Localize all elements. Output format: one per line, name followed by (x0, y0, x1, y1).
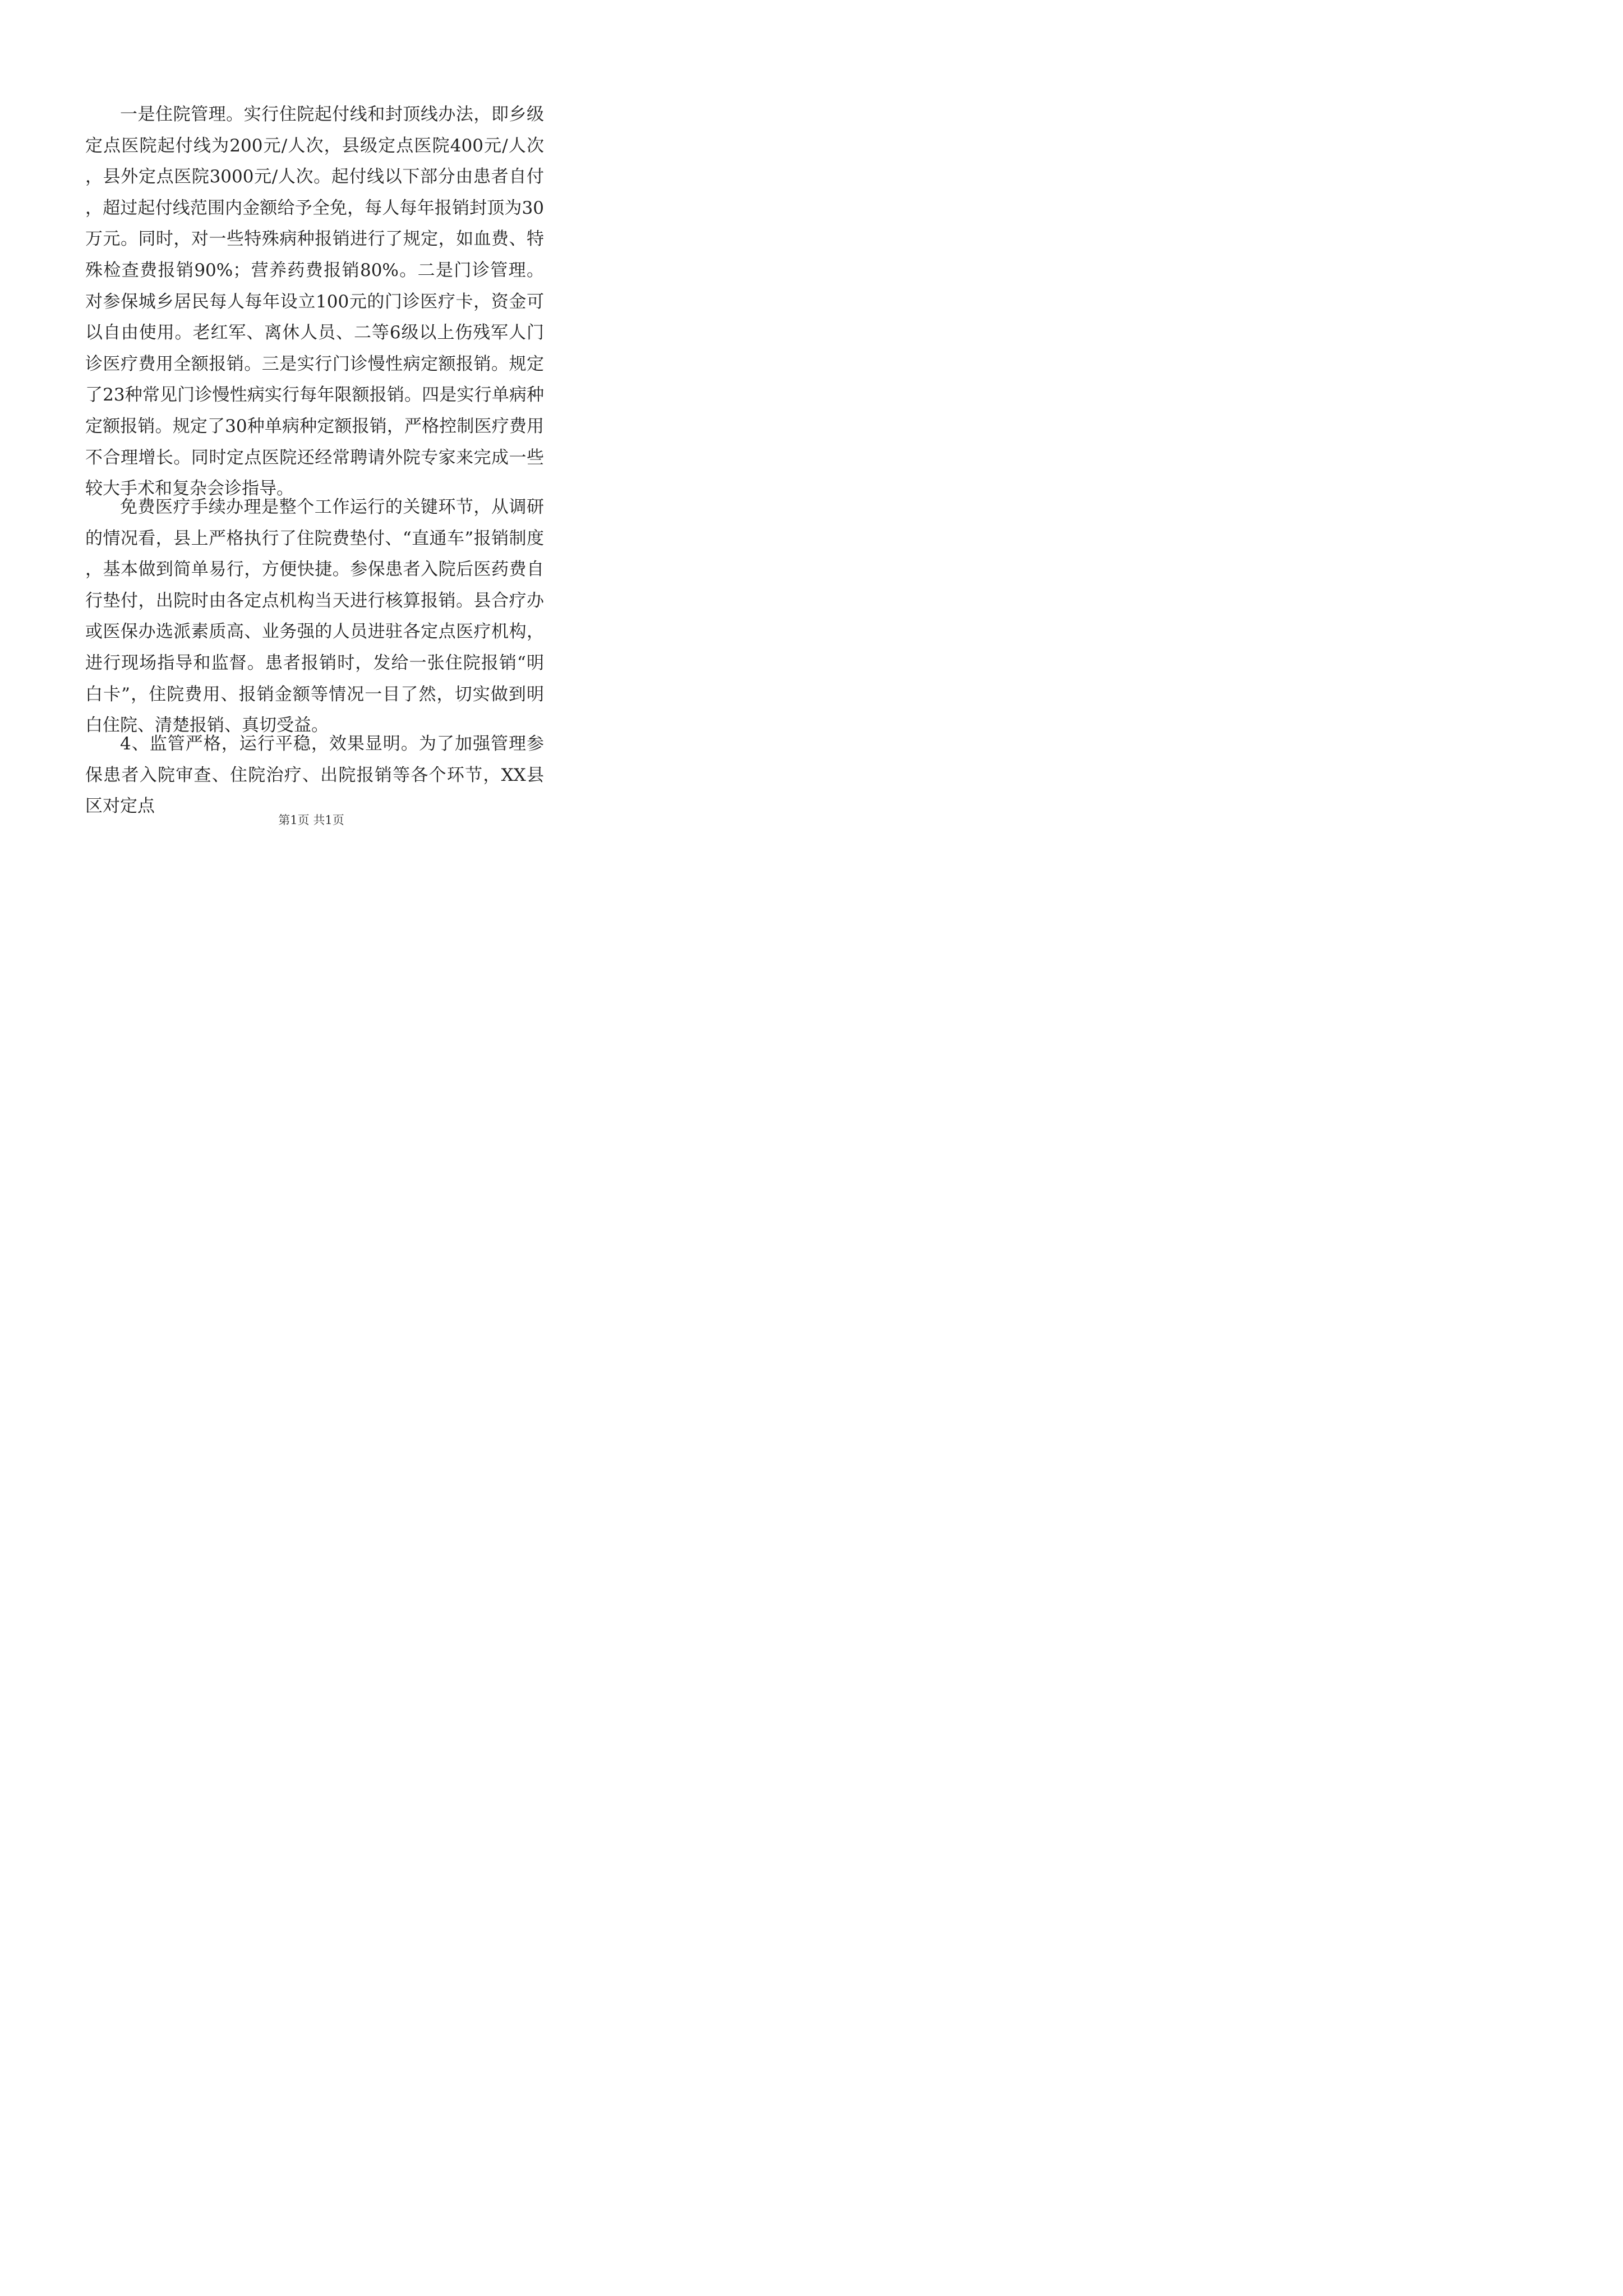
page-footer: 第1页 共1页 (278, 813, 344, 827)
paragraph-free-medical-procedures: 免费医疗手续办理是整个工作运行的关键环节，从调研的情况看，县上严格执行了住院费垫付、“直通车”报销制度，基本做到简单易行，方便快捷。参保患者入院后医药费自行垫付，出院时由各定点机构当天进行核算报销。县合疗办或医保办选派素质高、业务强的人员进驻各定点医疗机构，进行现场指导和监督。患者报销时，发给一张住院报销“明白卡”，住院费用、报销金额等情况一目了然，切实做到明白住院、清楚报销、真切受益。 (85, 497, 544, 736)
paragraph-supervision: 4、监管严格，运行平稳，效果显明。为了加强管理参保患者入院审查、住院治疗、出院报销等各个环节，XX县区对定点 (85, 734, 544, 817)
document-page (0, 0, 623, 881)
paragraph-inpatient-outpatient-management: 一是住院管理。实行住院起付线和封顶线办法，即乡级定点医院起付线为200元/人次，县级定点医院400元/人次，县外定点医院3000元/人次。起付线以下部分由患者自付，超过起付线范围内金额给予全免，每人每年报销封顶为30万元。同时，对一些特殊病种报销进行了规定，如血费、特殊检查费报销90%；营养药费报销80%。二是门诊管理。对参保城乡居民每人每年设立100元的门诊医疗卡，资金可以自由使用。老红军、离休人员、二等6级以上伤残军人门诊医疗费用全额报销。三是实行门诊慢性病定额报销。规定了23种常见门诊慢性病实行每年限额报销。四是实行单病种定额报销。规定了30种单病种定额报销，严格控制医疗费用不合理增长。同时定点医院还经常聘请外院专家来完成一些较大手术和复杂会诊指导。 (85, 104, 544, 499)
